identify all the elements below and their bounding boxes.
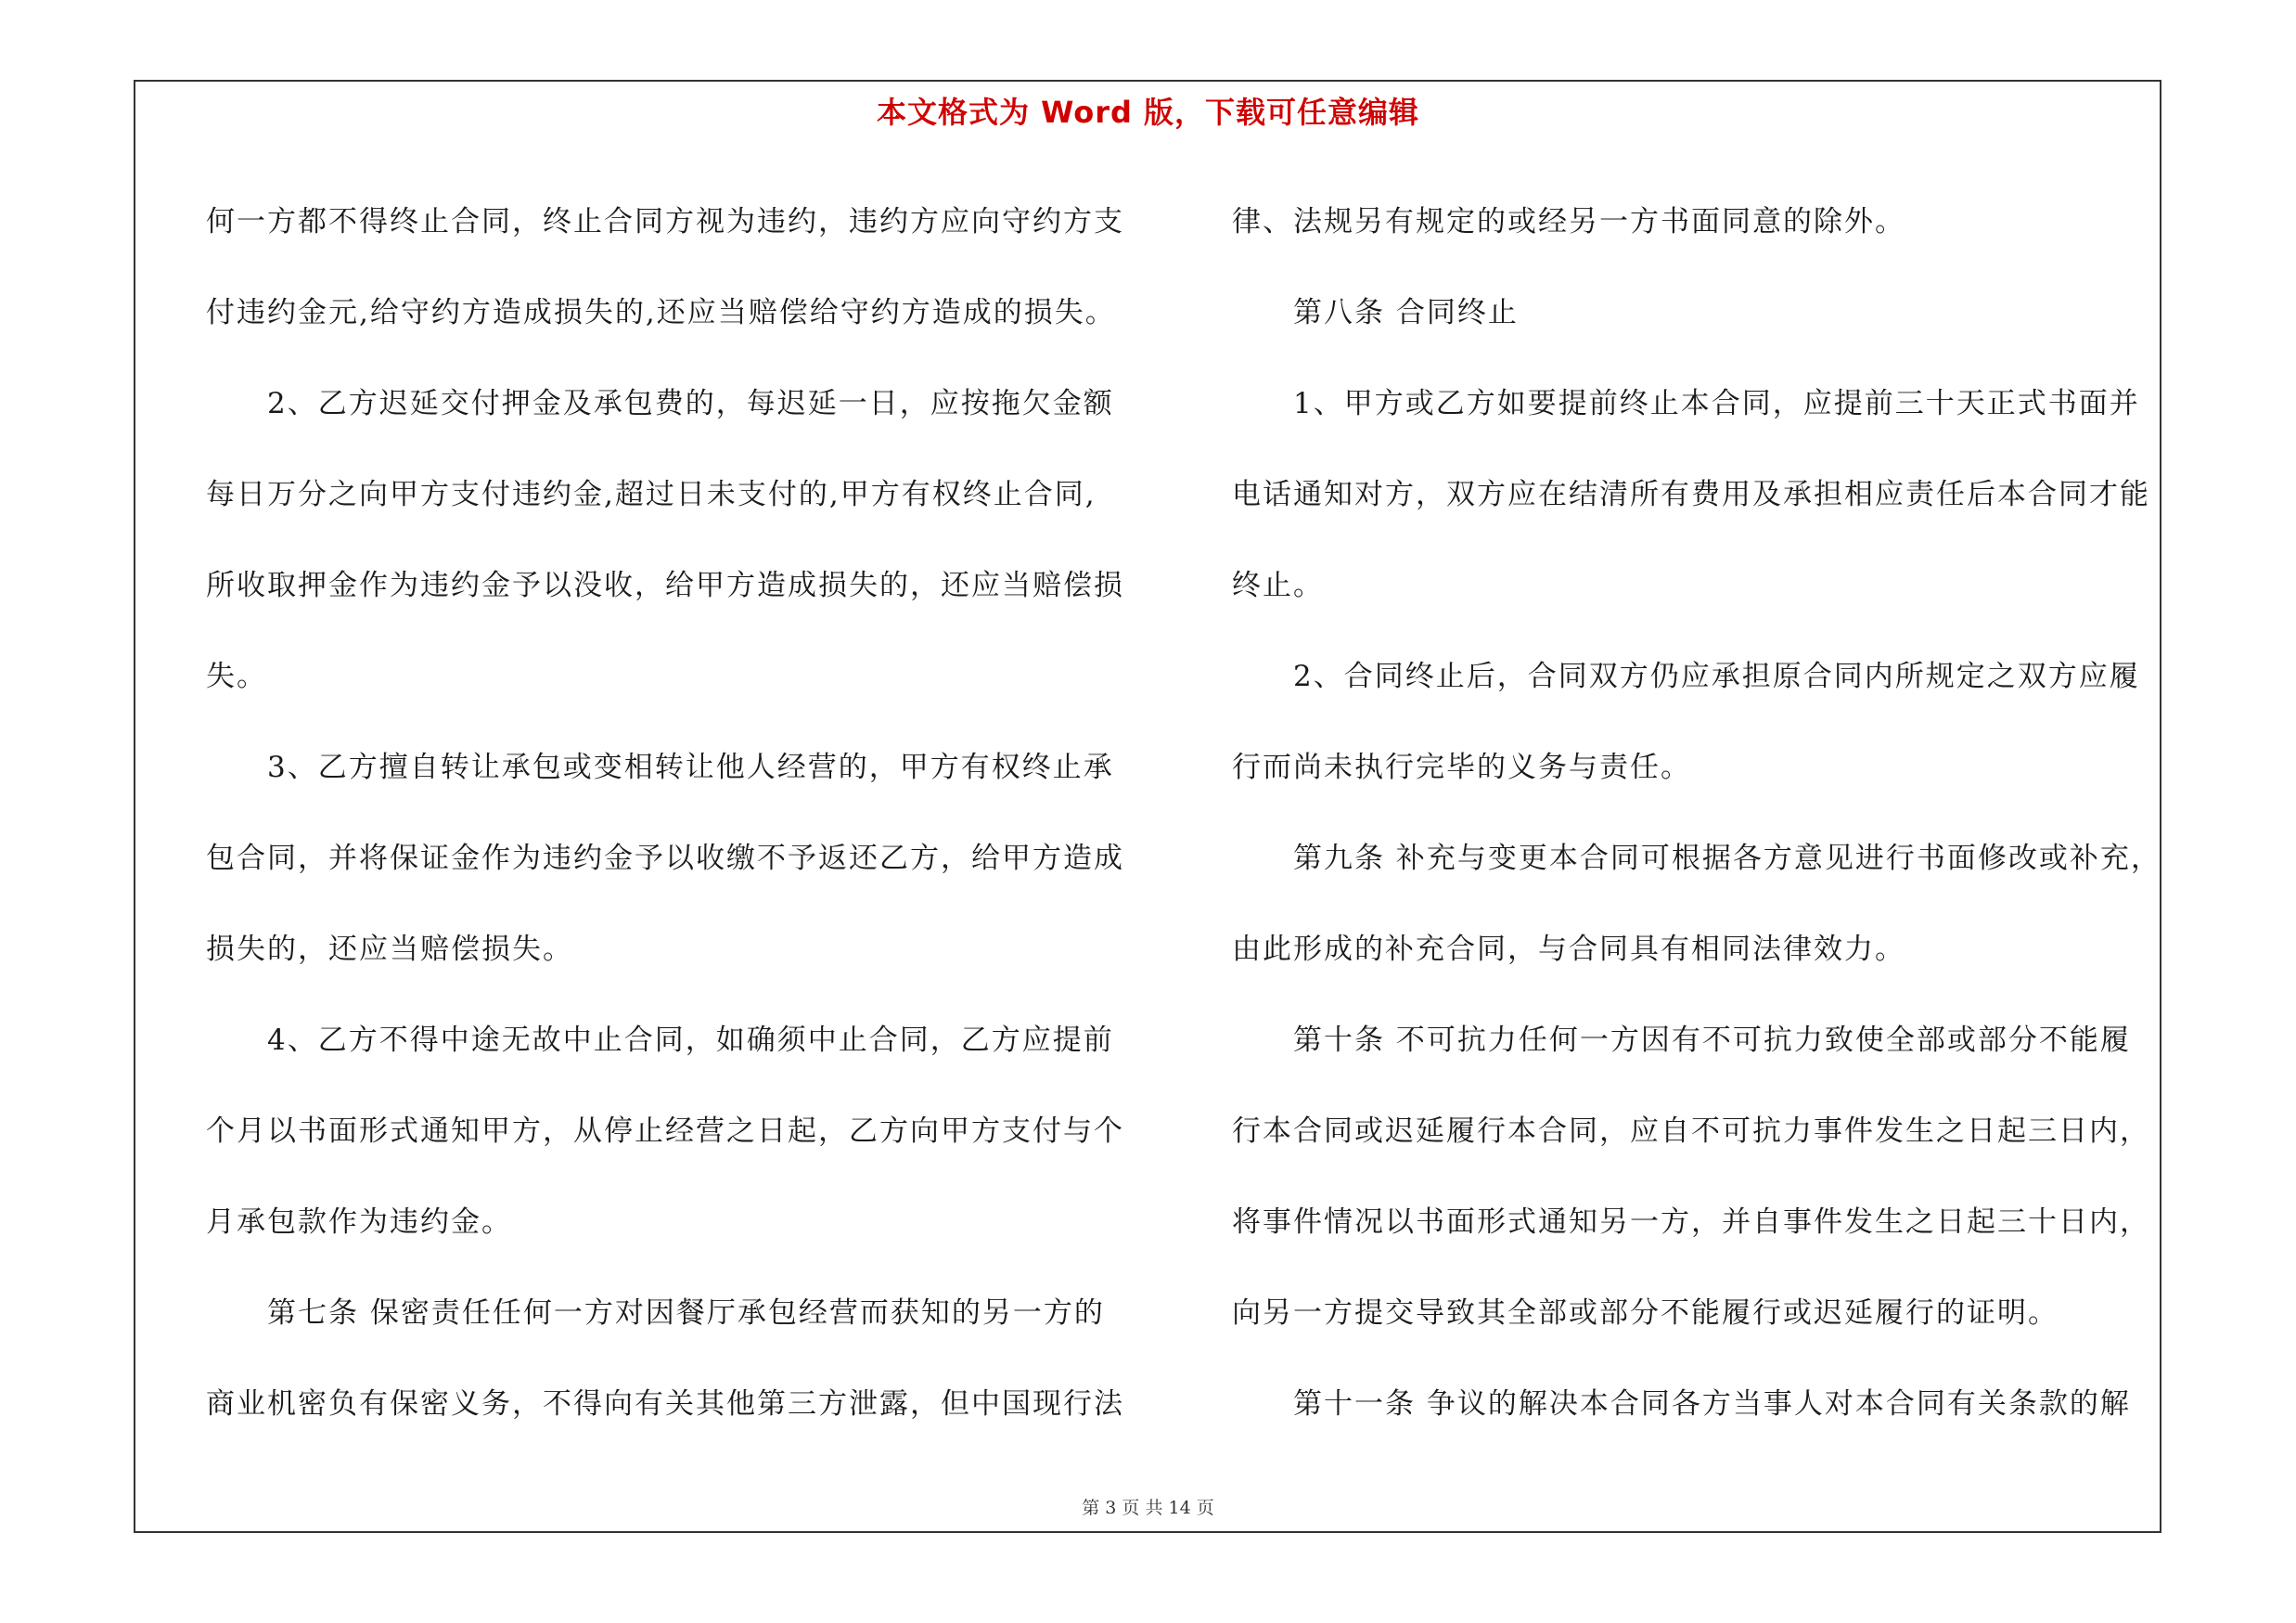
header-banner: 本文格式为 Word 版，下载可任意编辑 (876, 95, 1420, 130)
paragraph (1232, 813, 2169, 995)
paragraph (206, 995, 1134, 1268)
text-line: 失。 (206, 660, 267, 693)
text-line: 付违约金元,给守约方造成损失的,还应当赔偿给守约方造成的损失。 (206, 296, 1116, 329)
text-line: 何一方都不得终止合同，终止合同方视为违约，违约方应向守约方支 (206, 205, 1124, 238)
paragraph (206, 1268, 1134, 1449)
paragraph (1232, 267, 2169, 358)
text-line: 每日万分之向甲方支付违约金,超过日未支付的,甲方有权终止合同, (206, 478, 1097, 511)
paragraph (1232, 1359, 2169, 1449)
text-line: 第七条 保密责任任何一方对因餐厅承包经营而获知的另一方的 (267, 1296, 1105, 1330)
text-line: 第八条 合同终止 (1293, 296, 1519, 329)
paragraph (1232, 176, 2169, 267)
left-column (206, 176, 1134, 1449)
text-line: 第十一条 争议的解决本合同各方当事人对本合同有关条款的解 (1293, 1387, 2131, 1421)
text-line: 律、法规另有规定的或经另一方书面同意的除外。 (1232, 205, 1905, 238)
text-line: 4、乙方不得中途无故中止合同，如确须中止合同，乙方应提前 (267, 1024, 1114, 1057)
right-column (1232, 176, 2169, 1449)
paragraph (1232, 358, 2169, 631)
text-line: 损失的，还应当赔偿损失。 (206, 933, 573, 966)
text-line: 1、甲方或乙方如要提前终止本合同，应提前三十天正式书面并 (1293, 387, 2140, 420)
text-line: 3、乙方擅自转让承包或变相转让他人经营的，甲方有权终止承 (267, 751, 1114, 784)
paragraph (1232, 631, 2169, 813)
text-line: 行本合同或迟延履行本合同，应自不可抗力事件发生之日起三日内， (1232, 1114, 2150, 1148)
text-line: 2、乙方迟延交付押金及承包费的，每迟延一日，应按拖欠金额 (267, 387, 1114, 420)
text-line: 所收取押金作为违约金予以没收，给甲方造成损失的，还应当赔偿损 (206, 569, 1124, 602)
text-line: 月承包款作为违约金。 (206, 1205, 512, 1239)
text-line: 商业机密负有保密义务，不得向有关其他第三方泄露，但中国现行法 (206, 1387, 1124, 1421)
paragraph (206, 176, 1134, 358)
text-line: 2、合同终止后，合同双方仍应承担原合同内所规定之双方应履 (1293, 660, 2140, 693)
text-line: 第九条 补充与变更本合同可根据各方意见进行书面修改或补充， (1293, 842, 2161, 875)
paragraph (206, 358, 1134, 722)
text-line: 个月以书面形式通知甲方，从停止经营之日起，乙方向甲方支付与个 (206, 1114, 1124, 1148)
text-line: 行而尚未执行完毕的义务与责任。 (1232, 751, 1691, 784)
text-line: 电话通知对方，双方应在结清所有费用及承担相应责任后本合同才能 (1232, 478, 2150, 511)
text-line: 由此形成的补充合同，与合同具有相同法律效力。 (1232, 933, 1905, 966)
page-number: 第 3 页 共 14 页 (1082, 1498, 1214, 1518)
text-line: 终止。 (1232, 569, 1324, 602)
text-line: 第十条 不可抗力任何一方因有不可抗力致使全部或部分不能履 (1293, 1024, 2131, 1057)
text-line: 向另一方提交导致其全部或部分不能履行或迟延履行的证明。 (1232, 1296, 2059, 1330)
paragraph (206, 722, 1134, 995)
paragraph (1232, 995, 2169, 1359)
text-line: 将事件情况以书面形式通知另一方，并自事件发生之日起三十日内， (1232, 1205, 2150, 1239)
text-line: 包合同，并将保证金作为违约金予以收缴不予返还乙方，给甲方造成 (206, 842, 1124, 875)
